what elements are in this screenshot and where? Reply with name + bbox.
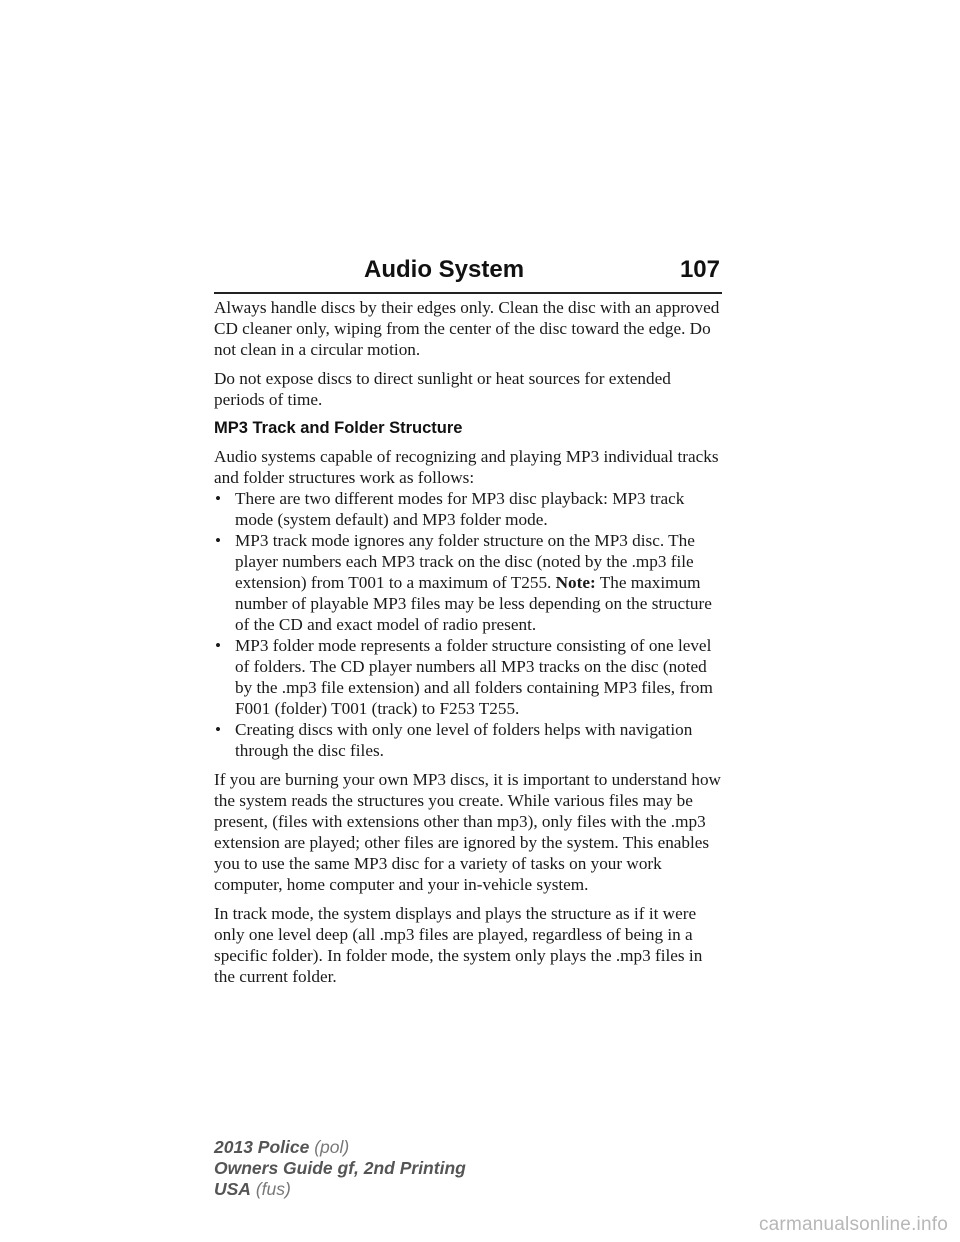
footer-model: 2013 Police [214, 1137, 310, 1157]
section-title: Audio System [364, 256, 525, 283]
page-number: 107 [679, 256, 720, 283]
list-item-text: MP3 track mode ignores any folder structure on the MP3 disc. The player numbers each MP3 track on the disc (noted by the .mp3 file extension) from T001 to a maximum of T255. [235, 531, 695, 592]
bullet-icon: • [215, 636, 222, 655]
list-item-text: Creating discs with only one level of folders helps with navigation through the disc files. [235, 720, 693, 760]
intro-paragraph: Audio systems capable of recognizing and playing MP3 individual tracks and folder structures work as follows: [214, 447, 719, 487]
page-header [214, 252, 722, 294]
note-label: Note: [555, 573, 596, 592]
bullet-icon: • [215, 531, 222, 550]
watermark: carmanualsonline.info [758, 1214, 948, 1235]
bullet-list [214, 488, 724, 761]
paragraph: If you are burning your own MP3 discs, it is important to understand how the system reads the structures you create. While various files may be present, (files with extensions other than mp3), only files with the .mp3 extension are played; other files are ignored by the system. This enables you to use the same MP3 disc for a variety of tasks on your work computer, home computer and your in-vehicle system. [214, 770, 721, 894]
section-heading: MP3 Track and Folder Structure [214, 419, 463, 437]
footer-market-code: (fus) [255, 1179, 291, 1199]
note-text: The maximum number of playable MP3 files may be less depending on the structure of the CD and exact model of radio present. [235, 573, 712, 634]
page-body [214, 297, 724, 995]
list-item [214, 719, 724, 761]
bullet-icon: • [215, 720, 222, 739]
paragraph: In track mode, the system displays and plays the structure as if it were only one level deep (all .mp3 files are played, regardless of being in a specific folder). In folder mode, the system only plays the .mp3 files in the current folder. [214, 904, 703, 986]
list-item [214, 635, 724, 719]
footer-guide: Owners Guide gf, 2nd Printing [214, 1158, 466, 1178]
footer-line [214, 1179, 466, 1200]
footer-model-code: (pol) [314, 1137, 350, 1157]
list-item [214, 530, 724, 635]
paragraph: Always handle discs by their edges only. Clean the disc with an approved CD cleaner only, wiping from the center of the disc toward the edge. Do not clean in a circular motion. [214, 298, 720, 359]
document-footer [214, 1137, 466, 1200]
list-item-text: MP3 folder mode represents a folder structure consisting of one level of folders. The CD player numbers all MP3 tracks on the disc (noted by the .mp3 file extension) and all folders containing MP3 files, from F001 (folder) T001 (track) to F253 T255. [235, 636, 713, 718]
bullet-icon: • [215, 489, 222, 508]
footer-market: USA [214, 1179, 251, 1199]
footer-line [214, 1137, 466, 1158]
list-item [214, 488, 724, 530]
footer-line [214, 1158, 466, 1179]
list-item-text: There are two different modes for MP3 disc playback: MP3 track mode (system default) and MP3 folder mode. [235, 489, 685, 529]
paragraph: Do not expose discs to direct sunlight or heat sources for extended periods of time. [214, 369, 671, 409]
